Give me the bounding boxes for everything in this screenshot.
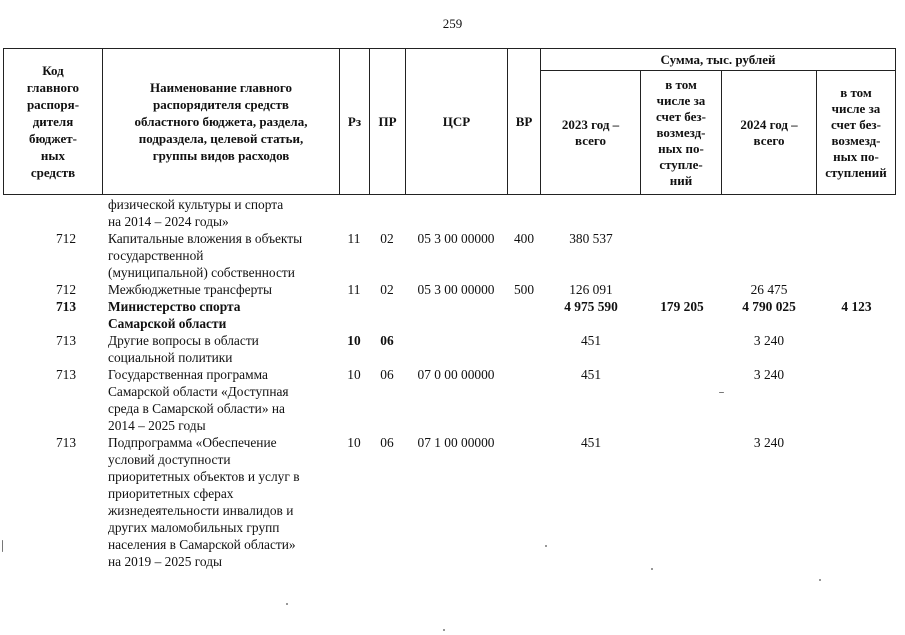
row-sum-2023-free: 179 205 (660, 299, 704, 314)
row-name-line: приоритетных сферах (108, 486, 234, 501)
row-sum-2024: 3 240 (753, 333, 785, 348)
page-number: 259 (442, 16, 463, 31)
header-name-line: Наименование главного (149, 80, 293, 95)
row-sum-2024-free: 4 123 (841, 299, 872, 314)
header-name-line: группы видов расходов (152, 148, 290, 163)
row-code: 712 (55, 282, 77, 297)
row-name-line: условий доступности (108, 452, 231, 467)
header-2024-total (722, 71, 817, 194)
header-2023-total-line: всего (575, 132, 606, 148)
row-name-line: Министерство спорта (108, 299, 241, 314)
header-2023-free-line: ных по- (658, 140, 704, 156)
row-name (108, 230, 338, 281)
header-2023-free (641, 71, 722, 194)
row-rz: 11 (347, 282, 361, 297)
header-2023-free-line: числе за (656, 92, 706, 108)
header-code-line: бюджет- (28, 131, 77, 146)
row-code: 713 (55, 367, 77, 382)
header-pr: ПР (370, 49, 406, 194)
header-vr: ВР (508, 49, 541, 194)
header-2024-free (817, 71, 895, 194)
table-header (3, 48, 896, 195)
row-name-line: среда в Самарской области» на (108, 401, 285, 416)
row-name (108, 366, 338, 434)
header-2023-free-line: ступле- (659, 156, 703, 172)
row-name (108, 196, 338, 230)
table-row (3, 434, 896, 570)
header-2023-free-line: в том (665, 76, 697, 92)
row-pr: 06 (380, 333, 394, 348)
row-name-line: Межбюджетные трансферты (108, 282, 272, 297)
row-name-line: приоритетных объектов и услуг в (108, 469, 300, 484)
row-sum-2023: 451 (580, 333, 602, 348)
row-name (108, 281, 338, 298)
row-name-line: государственной (108, 248, 204, 263)
row-name-line: на 2019 – 2025 годы (108, 554, 223, 569)
header-name (103, 49, 340, 194)
header-2024-free-line: счет без- (831, 116, 881, 132)
row-code: 713 (55, 435, 77, 450)
header-2023-total (541, 71, 641, 194)
row-sum-2023: 4 975 590 (564, 299, 618, 314)
row-vr: 500 (513, 282, 535, 297)
row-name-line: жизнедеятельности инвалидов и (108, 503, 294, 518)
row-name (108, 298, 338, 332)
row-name-line: Подпрограмма «Обеспечение (108, 435, 277, 450)
table-row (3, 332, 896, 366)
row-pr: 06 (380, 435, 394, 450)
row-sum-2024: 3 240 (753, 367, 785, 382)
table-row (3, 230, 896, 281)
header-2024-free-line: ступлений (825, 164, 887, 180)
row-rz: 10 (347, 333, 361, 348)
row-sum-2023: 126 091 (569, 282, 613, 297)
row-name-line: социальной политики (108, 350, 233, 365)
row-sum-2023: 451 (580, 435, 602, 450)
header-2023-free-line: счет без- (656, 108, 706, 124)
header-name-line: областного бюджета, раздела, (134, 114, 308, 129)
table-row (3, 196, 896, 230)
row-name-line: Другие вопросы в области (108, 333, 259, 348)
header-2023-total-line: 2023 год – (561, 116, 620, 132)
row-name (108, 332, 338, 366)
header-csr: ЦСР (406, 49, 508, 194)
row-rz: 10 (347, 367, 361, 382)
header-code-line: распоря- (26, 97, 80, 112)
row-pr: 02 (380, 282, 394, 297)
row-rz: 11 (347, 231, 361, 246)
row-code: 713 (55, 299, 77, 314)
row-pr: 02 (380, 231, 394, 246)
row-vr: 400 (513, 231, 535, 246)
row-name-line: населения в Самарской области» (108, 537, 296, 552)
row-sum-2023: 380 537 (569, 231, 613, 246)
row-name-line: Капитальные вложения в объекты (108, 231, 303, 246)
row-sum-2023: 451 (580, 367, 602, 382)
row-sum-2024: 3 240 (753, 435, 785, 450)
table-row (3, 298, 896, 332)
row-name-line: Самарской области «Доступная (108, 384, 289, 399)
header-2024-free-line: числе за (831, 100, 881, 116)
header-2024-free-line: ных по- (833, 148, 879, 164)
header-2023-free-line: ний (669, 172, 693, 188)
row-name (108, 434, 338, 570)
row-name-line: физической культуры и спорта (108, 197, 284, 212)
row-csr: 07 1 00 00000 (417, 435, 495, 450)
header-code-line: главного (26, 80, 80, 95)
row-csr: 07 0 00 00000 (417, 367, 495, 382)
row-name-line: Самарской области (108, 316, 227, 331)
row-name-line: других маломобильных групп (108, 520, 280, 535)
table-body (3, 196, 896, 570)
row-csr: 05 3 00 00000 (417, 282, 495, 297)
header-code (4, 49, 103, 194)
row-name-line: 2014 – 2025 годы (108, 418, 206, 433)
header-2024-total-line: 2024 год – (740, 116, 798, 132)
row-rz: 10 (347, 435, 361, 450)
header-2024-free-line: возмезд- (831, 132, 881, 148)
header-code-line: ных (40, 148, 66, 163)
table-row (3, 281, 896, 298)
row-name-line: Государственная программа (108, 367, 268, 382)
header-code-line: средств (30, 165, 76, 180)
row-name-line: на 2014 – 2024 годы» (108, 214, 229, 229)
header-sum-title: Сумма, тыс. рублей (541, 49, 895, 71)
header-code-line: Код (42, 63, 64, 78)
row-code: 712 (55, 231, 77, 246)
row-csr: 05 3 00 00000 (417, 231, 495, 246)
header-name-line: распорядителя средств (153, 97, 289, 112)
header-2024-total-line: всего (753, 132, 785, 148)
row-sum-2024: 26 475 (750, 282, 788, 297)
table-row (3, 366, 896, 434)
row-pr: 06 (380, 367, 394, 382)
header-rz: Рз (340, 49, 370, 194)
row-code: 713 (55, 333, 77, 348)
row-sum-2024: 4 790 025 (742, 299, 796, 314)
header-2023-free-line: возмезд- (656, 124, 706, 140)
row-name-line: (муниципальной) собственности (108, 265, 295, 280)
header-2024-free-line: в том (840, 84, 872, 100)
header-code-line: дителя (32, 114, 74, 129)
header-name-line: подраздела, целевой статьи, (138, 131, 304, 146)
